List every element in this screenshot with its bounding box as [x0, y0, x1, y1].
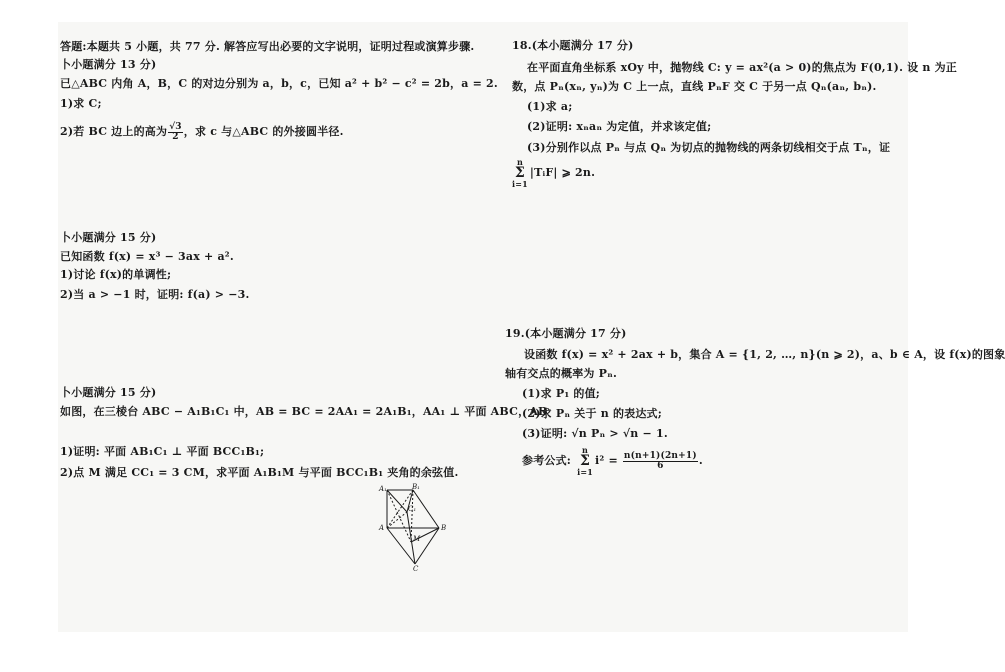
q15-part2: [60, 121, 344, 143]
q15-stem: 已△ABC 内角 A，B，C 的对边分别为 a，b，c，已知 a² + b² − c² = 2b，a = 2.: [60, 77, 498, 90]
q17-part1: 1)证明: 平面 AB₁C₁ ⊥ 平面 BCC₁B₁;: [60, 445, 265, 458]
label-B1: B₁: [412, 483, 420, 491]
label-M: M: [413, 535, 421, 543]
q18-line2: 数，点 Pₙ(xₙ, yₙ)为 C 上一点，直线 PₙF 交 C 于另一点 Qₙ(aₙ, bₙ).: [512, 80, 877, 93]
height-fraction: [168, 123, 183, 142]
ref-sigma-icon: Σ: [580, 453, 591, 469]
fraction-denominator: 2: [172, 131, 179, 142]
q17-header: 卜小题满分 15 分): [60, 386, 157, 399]
q19-line2: 轴有交点的概率为 Pₙ.: [505, 367, 618, 380]
ref-summation-symbol: [577, 446, 593, 476]
ref-label: 参考公式:: [522, 454, 572, 467]
ref-fraction: [623, 452, 698, 471]
section-intro: 答题:本题共 5 小题，共 77 分. 解答应写出必要的文字说明，证明过程或演算步骤.: [60, 40, 475, 53]
ref-numerator: n(n+1)(2n+1): [623, 450, 697, 461]
sigma-icon: Σ: [514, 165, 526, 181]
q18-part3-tail: |TᵢF| ⩾ 2n.: [529, 166, 596, 179]
q15-header: 卜小题满分 13 分): [60, 58, 157, 71]
q18-part2: (2)证明: xₙaₙ 为定值，并求该定值;: [527, 120, 712, 133]
q18-line1: 在平面直角坐标系 xOy 中，抛物线 C: y = ax²(a > 0)的焦点为 F(0,1). 设 n 为正: [527, 61, 958, 74]
q19-part1: (1)求 P₁ 的值;: [522, 387, 601, 400]
ref-sum-lower: i=1: [577, 467, 594, 477]
label-C1: C₁: [408, 505, 417, 513]
q19-reference-formula: [522, 446, 703, 476]
fraction-numerator: √3: [169, 121, 182, 132]
q17-part2: 2)点 M 满足 CC₁ = 3 CM，求平面 A₁B₁M 与平面 BCC₁B₁ 夹角的余弦值.: [60, 466, 459, 479]
ref-denominator: 6: [657, 460, 664, 471]
q19-part3: (3)证明: √n Pₙ > √n − 1.: [522, 427, 668, 440]
summation-symbol: [512, 158, 528, 188]
q16-header: 卜小题满分 15 分): [60, 231, 157, 244]
q18-part3-sum: [510, 158, 595, 188]
exam-sheet: [58, 22, 1005, 632]
label-A1: A₁: [379, 485, 387, 493]
q19-header: 19.(本小题满分 17 分): [505, 327, 627, 340]
label-C: C: [413, 565, 419, 573]
label-A: A: [379, 524, 385, 532]
q15-part2-text-b: ，求 c 与△ABC 的外接圆半径.: [183, 125, 344, 138]
ref-term: i² =: [595, 454, 618, 467]
sum-upper: n: [516, 157, 523, 167]
q18-part3: (3)分别作以点 Pₙ 与点 Qₙ 为切点的抛物线的两条切线相交于点 Tₙ，证: [527, 141, 891, 154]
frustum-figure: [375, 482, 465, 572]
q18-part1: (1)求 a;: [527, 100, 573, 113]
q17-stem: 如图，在三棱台 ABC − A₁B₁C₁ 中，AB = BC = 2AA₁ = 2A₁B₁，AA₁ ⊥ 平面 ABC，AB: [60, 405, 548, 418]
ref-end: .: [698, 454, 703, 467]
q16-part1: 1)讨论 f(x)的单调性;: [60, 268, 172, 281]
q15-part2-text-a: 2)若 BC 边上的高为: [60, 125, 168, 138]
sum-lower: i=1: [512, 179, 528, 189]
q16-stem: 已知函数 f(x) = x³ − 3ax + a².: [60, 250, 234, 263]
q16-part2: 2)当 a > −1 时，证明: f(a) > −3.: [60, 288, 250, 301]
q18-header: 18.(本小题满分 17 分): [512, 39, 634, 52]
q19-part2: (2)求 Pₙ 关于 n 的表达式;: [522, 407, 663, 420]
q19-line1: 设函数 f(x) = x² + 2ax + b，集合 A = {1, 2, …, n}(n ⩾ 2)，a、b ∈ A，设 f(x)的图象: [524, 348, 1005, 361]
ref-sum-upper: n: [582, 445, 589, 455]
q15-part1: 1)求 C;: [60, 97, 102, 110]
label-B: B: [441, 524, 447, 532]
